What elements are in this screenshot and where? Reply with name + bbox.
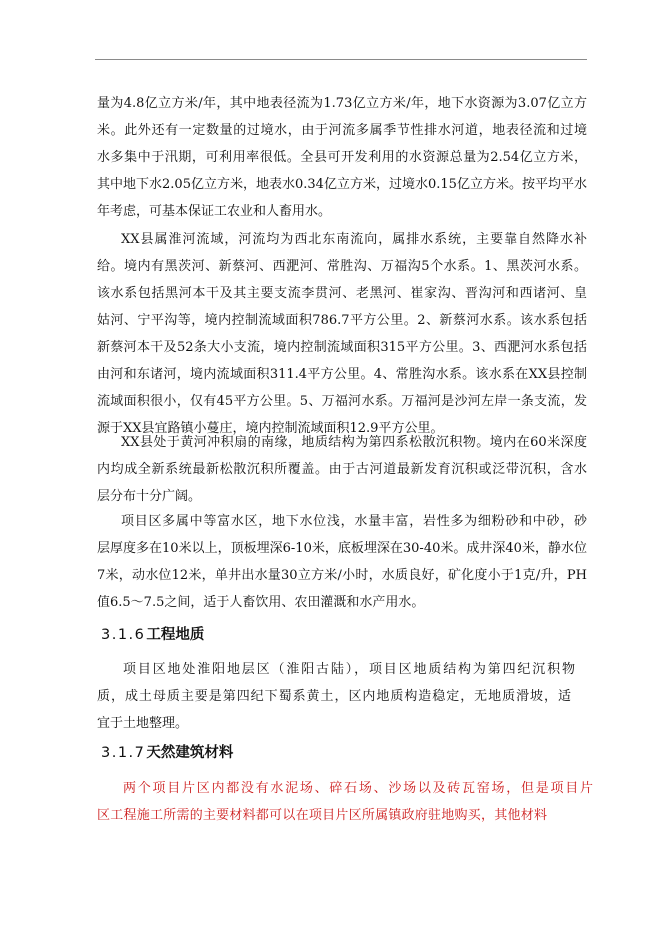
text-line: 层分布十分广阔。 <box>97 489 202 504</box>
text-line: 给。境内有黑茨河、新蔡河、西淝河、常胜沟、万福沟5个水系。1、黑茨河水系。 <box>97 259 587 274</box>
paragraph-building-materials <box>95 775 593 829</box>
paragraph-groundwater <box>95 508 587 616</box>
text-line: 米。此外还有一定数量的过境水，由于河流多属季节性排水河道，地表径流和过境 <box>97 123 587 138</box>
text-line: 质，成土母质主要是第四纪下蜀系黄土，区内地质构造稳定，无地质滑坡，适 <box>97 689 571 704</box>
text-line: 项目区多属中等富水区，地下水位浅，水量丰富，岩性多为细粉砂和中砂，砂 <box>121 514 587 529</box>
section-number: 3.1.6 <box>101 627 146 643</box>
section-title: 天然建筑材料 <box>146 745 234 761</box>
text-line: 其中地下水2.05亿立方米，地表水0.34亿立方米，过境水0.15亿立方米。按平均平水 <box>97 177 587 192</box>
section-title: 工程地质 <box>146 627 205 643</box>
text-line: 新蔡河本干及52条大小支流，境内控制流域面积315平方公里。3、西淝河水系包括 <box>97 340 587 355</box>
text-line: 源于XX县宜路镇小蔓庄，境内控制流域面积12.9平方公里。 <box>97 421 444 436</box>
text-line: 年考虑，可基本保证工农业和人畜用水。 <box>97 204 332 219</box>
section-heading-engineering-geology <box>101 625 204 645</box>
text-line: 两个项目片区内都没有水泥场、碎石场、沙场以及砖瓦窑场，但是项目片 <box>123 781 593 796</box>
text-line: 宜于土地整理。 <box>97 716 189 731</box>
paragraph-water-resources <box>95 90 587 225</box>
text-line: 量为4.8亿立方米/年，其中地表径流为1.73亿立方米/年，地下水资源为3.07亿立方 <box>97 96 587 111</box>
text-line: 内均成全新系统最新松散沉积所覆盖。由于古河道最新发育沉积或泛带沉积，含水 <box>97 462 587 477</box>
text-line: 值6.5～7.5之间，适于人畜饮用、农田灌溉和水产用水。 <box>97 595 425 610</box>
paragraph-river-systems <box>95 226 587 442</box>
text-line: 由河和东诸河，境内流域面积311.4平方公里。4、常胜沟水系。该水系在XX县控制 <box>97 367 587 382</box>
text-line: XX县属淮河流域，河流均为西北东南流向，属排水系统，主要靠自然降水补 <box>121 232 587 247</box>
text-line: XX县处于黄河冲积扇的南缘，地质结构为第四系松散沉积物。境内在60米深度 <box>121 435 587 450</box>
text-line: 层厚度多在10米以上，顶板埋深6-10米，底板埋深在30-40米。成井深40米，静水位 <box>97 541 587 556</box>
text-line: 7米，动水位12米，单井出水量30立方米/小时，水质良好，矿化度小于1克/升，PH <box>97 568 587 583</box>
text-line: 水多集中于汛期，可利用率很低。全县可开发利用的水资源总量为2.54亿立方米， <box>97 150 587 165</box>
text-line: 姑河、宁平沟等，境内控制流域面积786.7平方公里。2、新蔡河水系。该水系包括 <box>97 313 587 328</box>
section-number: 3.1.7 <box>101 745 146 761</box>
header-rule <box>95 59 587 60</box>
text-line: 项目区地处淮阳地层区（淮阳古陆），项目区地质结构为第四纪沉积物 <box>123 662 575 677</box>
section-heading-building-materials <box>101 743 233 763</box>
paragraph-engineering-geology <box>95 656 587 737</box>
paragraph-geology <box>95 429 587 510</box>
text-line: 区工程施工所需的主要材料都可以在项目片区所属镇政府驻地购买，其他材料 <box>97 808 547 823</box>
text-line: 该水系包括黑河本干及其主要支流李贯河、老黑河、崔家沟、晋沟河和西诸河、皇 <box>97 286 587 301</box>
text-line: 流域面积很小，仅有45平方公里。5、万福河水系。万福河是沙河左岸一条支流，发 <box>97 394 587 409</box>
